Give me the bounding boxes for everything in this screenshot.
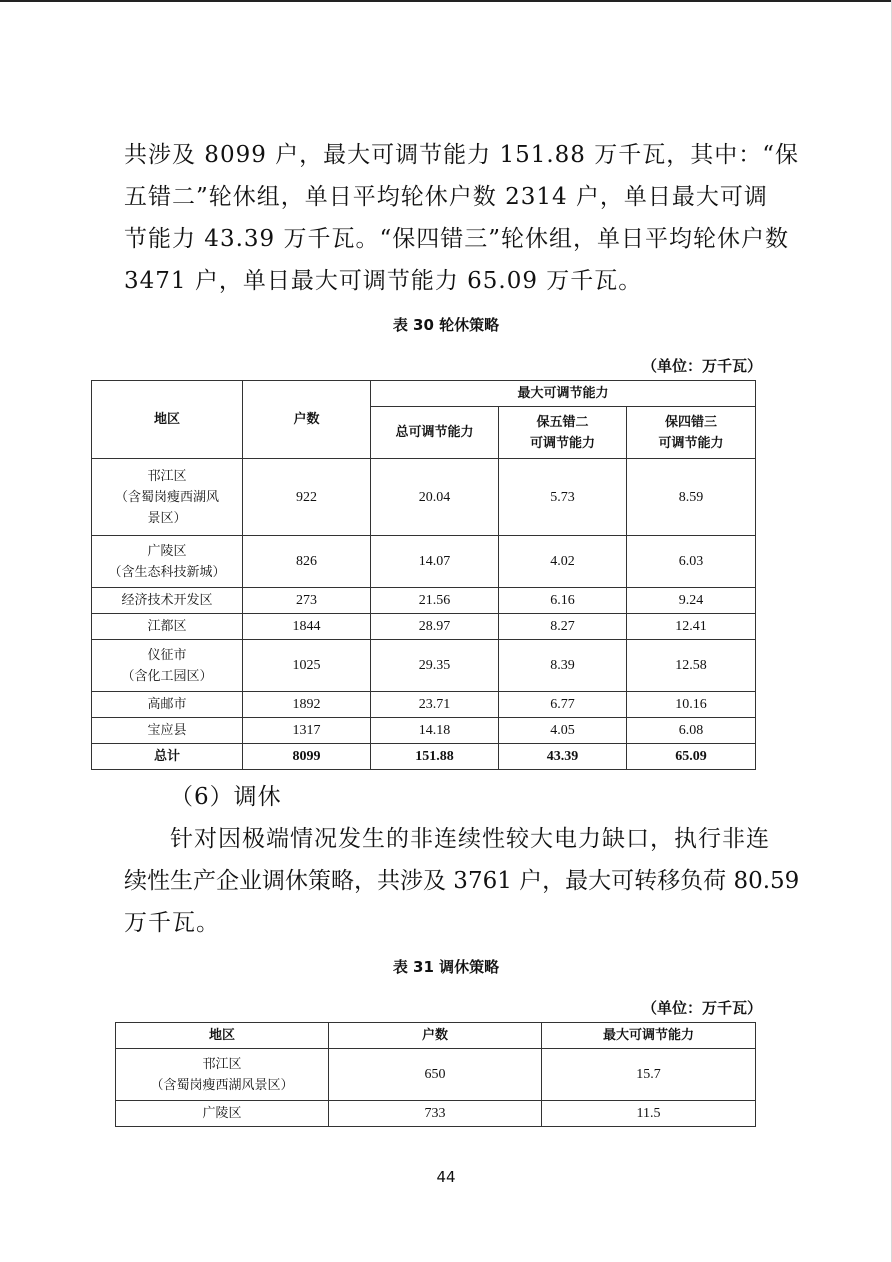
- table31-unit: （单位：万千瓦）: [641, 999, 762, 1017]
- header-b4c3-line2: 可调节能力: [658, 435, 724, 451]
- region-cell: 江都区: [92, 614, 243, 640]
- table-row: [92, 718, 756, 744]
- capacity-cell: 15.7: [542, 1049, 756, 1101]
- b4c3-cell: 9.24: [627, 588, 756, 614]
- b5c2-cell: 6.77: [499, 692, 627, 718]
- paragraph-line: 针对因极端情况发生的非连续性较大电力缺口，执行非连: [170, 826, 770, 852]
- paragraph-line: 节能力 43.39 万千瓦。“保四错三”轮休组，单日平均轮休户数: [124, 226, 789, 252]
- header-b4c3-line1: 保四错三: [664, 414, 717, 430]
- section6-heading: （6）调休: [170, 784, 282, 810]
- households-cell: 650: [329, 1049, 542, 1101]
- table-row: [92, 588, 756, 614]
- b4c3-cell: 6.03: [627, 536, 756, 588]
- table-row: [92, 692, 756, 718]
- header-max-capacity-group: 最大可调节能力: [371, 381, 756, 407]
- b5c2-cell: 4.02: [499, 536, 627, 588]
- b5c2-cell: 5.73: [499, 459, 627, 536]
- paragraph-line: 3471 户，单日最大可调节能力 65.09 万千瓦。: [124, 268, 643, 294]
- b4c3-cell: 8.59: [627, 459, 756, 536]
- region-cell: [92, 640, 243, 692]
- table-row: [92, 614, 756, 640]
- region-cell: 经济技术开发区: [92, 588, 243, 614]
- region-cell: [92, 536, 243, 588]
- header-b5c2-line2: 可调节能力: [529, 435, 595, 451]
- region-line: （含化工园区）: [121, 668, 213, 684]
- households-cell: 1025: [243, 640, 371, 692]
- table31-caption: 表 31 调休策略: [392, 958, 500, 976]
- region-cell: [116, 1049, 329, 1101]
- table-row: [92, 640, 756, 692]
- households-cell: 733: [329, 1101, 542, 1127]
- total-label-cell: 总计: [92, 744, 243, 770]
- total-capacity-cell: 28.97: [371, 614, 499, 640]
- households-cell: 273: [243, 588, 371, 614]
- table-total-row: [92, 744, 756, 770]
- header-b5c2-line1: 保五错二: [536, 414, 589, 430]
- total-capacity-cell: 14.18: [371, 718, 499, 744]
- paragraph-line: 续性生产企业调休策略，共涉及 3761 户，最大可转移负荷 80.59: [124, 868, 800, 894]
- table-row: [92, 536, 756, 588]
- region-line: 广陵区: [147, 543, 187, 559]
- b5c2-cell: 4.05: [499, 718, 627, 744]
- b4c3-cell: 12.58: [627, 640, 756, 692]
- households-total-cell: 8099: [243, 744, 371, 770]
- header-b5c2: [499, 407, 627, 459]
- households-cell: 1317: [243, 718, 371, 744]
- table-row: [116, 1049, 756, 1101]
- b4c3-total-cell: 65.09: [627, 744, 756, 770]
- region-cell: [92, 459, 243, 536]
- b4c3-cell: 10.16: [627, 692, 756, 718]
- households-cell: 1844: [243, 614, 371, 640]
- region-cell: 宝应县: [92, 718, 243, 744]
- paragraph-line: 共涉及 8099 户，最大可调节能力 151.88 万千瓦，其中：“保: [124, 142, 800, 168]
- table31: [115, 1022, 756, 1127]
- total-capacity-cell: 14.07: [371, 536, 499, 588]
- top-border: [0, 0, 892, 2]
- table-row: [92, 459, 756, 536]
- header-max-capacity: 最大可调节能力: [542, 1023, 756, 1049]
- b5c2-cell: 6.16: [499, 588, 627, 614]
- households-cell: 1892: [243, 692, 371, 718]
- header-b4c3: [627, 407, 756, 459]
- table30: [91, 380, 756, 770]
- b4c3-cell: 12.41: [627, 614, 756, 640]
- table30-caption: 表 30 轮休策略: [392, 316, 500, 334]
- region-line: （含生态科技新城）: [108, 564, 226, 580]
- header-households: 户数: [329, 1023, 542, 1049]
- b5c2-cell: 8.27: [499, 614, 627, 640]
- households-cell: 922: [243, 459, 371, 536]
- total-capacity-cell: 23.71: [371, 692, 499, 718]
- region-line: （含蜀岗瘦西湖风: [114, 489, 219, 505]
- region-line: （含蜀岗瘦西湖风景区）: [150, 1077, 294, 1093]
- paragraph-line: 五错二”轮休组，单日平均轮休户数 2314 户，单日最大可调: [124, 184, 768, 210]
- table-row: [116, 1101, 756, 1127]
- capacity-cell: 11.5: [542, 1101, 756, 1127]
- total-capacity-cell: 29.35: [371, 640, 499, 692]
- region-line: 邗江区: [147, 468, 187, 484]
- region-line: 仪征市: [147, 647, 187, 663]
- region-line: 景区）: [147, 510, 187, 526]
- b5c2-total-cell: 43.39: [499, 744, 627, 770]
- page-number: 44: [436, 1168, 456, 1186]
- header-region: 地区: [116, 1023, 329, 1049]
- b5c2-cell: 8.39: [499, 640, 627, 692]
- region-cell: 高邮市: [92, 692, 243, 718]
- total-capacity-cell: 20.04: [371, 459, 499, 536]
- header-total-capacity: 总可调节能力: [371, 407, 499, 459]
- table30-unit: （单位：万千瓦）: [641, 357, 762, 375]
- region-line: 邗江区: [202, 1056, 242, 1072]
- total-capacity-cell: 21.56: [371, 588, 499, 614]
- paragraph-line: 万千瓦。: [124, 910, 220, 936]
- b4c3-cell: 6.08: [627, 718, 756, 744]
- households-cell: 826: [243, 536, 371, 588]
- region-cell: 广陵区: [116, 1101, 329, 1127]
- header-region: 地区: [92, 381, 243, 459]
- total-capacity-total-cell: 151.88: [371, 744, 499, 770]
- header-households: 户数: [243, 381, 371, 459]
